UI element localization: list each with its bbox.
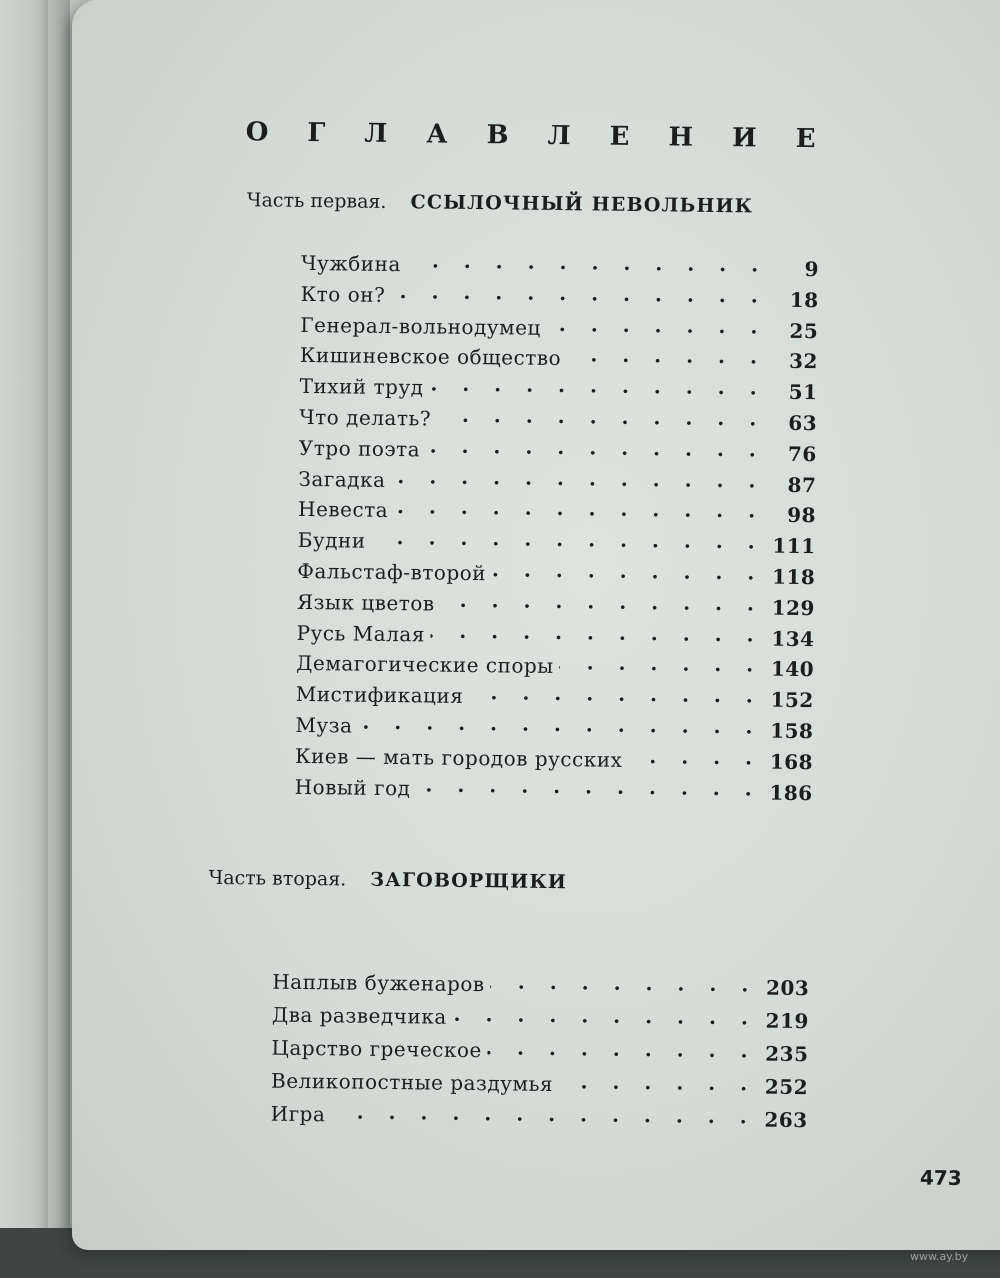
toc-entry-page: 111: [772, 533, 816, 559]
title-letter: В: [486, 120, 509, 151]
dot-leader: [416, 775, 761, 799]
toc-entry-title: Демагогические споры: [296, 651, 554, 679]
toc-entry-page: 32: [788, 349, 819, 374]
title-letter: Е: [795, 123, 816, 155]
toc-entry-page: 51: [788, 380, 818, 405]
title-letter: О: [245, 117, 269, 148]
toc-entry-title: Чужбина: [300, 250, 401, 277]
toc-entry-title: Царство греческое: [271, 1035, 483, 1063]
toc-entry-page: 25: [789, 318, 819, 343]
part-one-heading: [247, 189, 754, 217]
title-letter: А: [426, 119, 448, 150]
title-letter: Г: [307, 117, 326, 149]
toc-entry-page: 158: [770, 718, 814, 744]
dot-leader: [331, 1101, 756, 1126]
toc-entry: [298, 494, 816, 531]
toc-entry-title: Будни: [297, 528, 366, 553]
toc-entry-page: 263: [764, 1107, 808, 1133]
toc-entry-page: 76: [787, 441, 817, 466]
dot-leader: [560, 653, 763, 675]
toc-entry-title: Язык цветов: [296, 589, 435, 616]
title-letter: Е: [609, 121, 630, 152]
toc-entry-title: Кишиневское общество: [299, 343, 562, 371]
title-letter: Н: [668, 122, 694, 153]
dot-leader: [407, 251, 767, 275]
toc-entry-title: Невеста: [297, 497, 389, 523]
page-title: [246, 117, 816, 154]
part-one-label: Часть первая.: [246, 189, 387, 213]
dot-leader: [441, 590, 764, 614]
book-page: [72, 0, 1000, 1250]
toc-entry-page: 87: [787, 472, 817, 497]
toc-entry-title: Наплыв буженаров: [272, 969, 485, 997]
toc-entry-page: 129: [771, 595, 816, 620]
dot-leader: [429, 375, 765, 399]
toc-entry-page: 152: [770, 687, 814, 713]
part-two-name: ЗАГОВОРЩИКИ: [370, 868, 568, 894]
dot-leader: [426, 436, 765, 460]
toc-entry-page: 235: [765, 1041, 809, 1067]
watermark-text: www.ay.by: [910, 1250, 969, 1263]
dot-leader: [491, 971, 758, 994]
toc-entry-title: Тихий труд: [299, 374, 424, 400]
dot-leader: [492, 560, 763, 583]
toc-entry-title: Что делать?: [299, 404, 432, 431]
dot-leader: [372, 528, 764, 553]
dot-leader: [567, 346, 766, 368]
dot-leader: [431, 621, 763, 645]
toc-entry-title: Фальстаф-второй: [297, 558, 487, 586]
dot-leader: [488, 1037, 757, 1060]
dot-leader: [559, 1071, 756, 1093]
toc-entry: [271, 1065, 808, 1105]
toc-entry-page: 186: [769, 780, 813, 805]
part-two-label: Часть вторая.: [208, 866, 347, 891]
dot-leader: [547, 314, 767, 337]
dot-leader: [391, 282, 767, 307]
title-letter: И: [731, 123, 757, 154]
dot-leader: [469, 683, 762, 707]
toc-entry-title: Игра: [270, 1101, 326, 1127]
toc-entry-title: Кто он?: [300, 281, 386, 307]
toc-entry-title: Новый год: [294, 774, 411, 800]
part-two-heading: [208, 867, 567, 893]
toc-entry-page: 252: [764, 1074, 809, 1100]
title-letter: Л: [547, 120, 571, 152]
toc-entry-title: Киев — мать городов русских: [294, 743, 623, 772]
dot-leader: [394, 497, 764, 522]
part-two-toc: [271, 966, 810, 1138]
dot-leader: [358, 713, 761, 738]
toc-entry-page: 18: [789, 287, 819, 313]
part-one-toc: [295, 248, 820, 809]
page-number: 473: [919, 1165, 962, 1191]
toc-entry-title: Генерал-вольнодумец: [300, 312, 542, 340]
toc-entry-page: 63: [788, 410, 818, 436]
toc-entry-title: Утро поэта: [298, 435, 421, 462]
dot-leader: [391, 467, 764, 492]
toc-entry-page: 219: [765, 1008, 810, 1034]
toc-entry-page: 203: [765, 975, 810, 1001]
toc-entry-page: 140: [770, 657, 815, 682]
toc-entry-title: Муза: [295, 712, 353, 738]
toc-entry: [296, 679, 814, 716]
toc-entry-page: 9: [804, 257, 820, 282]
toc-entry-page: 98: [787, 503, 817, 528]
toc-entry-page: 134: [771, 626, 815, 651]
toc-entry-title: Два разведчика: [271, 1002, 447, 1029]
part-one-name: ССЫЛОЧНЫЙ НЕВОЛЬНИК: [410, 191, 754, 218]
toc-entry-title: Великопостные раздумья: [270, 1068, 554, 1097]
toc-entry-title: Загадка: [298, 466, 386, 492]
toc-entry: [295, 771, 813, 808]
dot-leader: [437, 406, 765, 430]
toc-entry-page: 118: [771, 564, 816, 590]
toc-entry-page: 168: [769, 749, 814, 774]
title-letter: Л: [364, 118, 388, 149]
toc-entry-title: Русь Малая: [296, 620, 426, 646]
page-content: [64, 0, 1000, 1257]
dot-leader: [453, 1004, 757, 1028]
dot-leader: [628, 747, 761, 769]
toc-entry: [271, 1098, 808, 1138]
toc-entry-title: Мистификация: [295, 682, 464, 709]
